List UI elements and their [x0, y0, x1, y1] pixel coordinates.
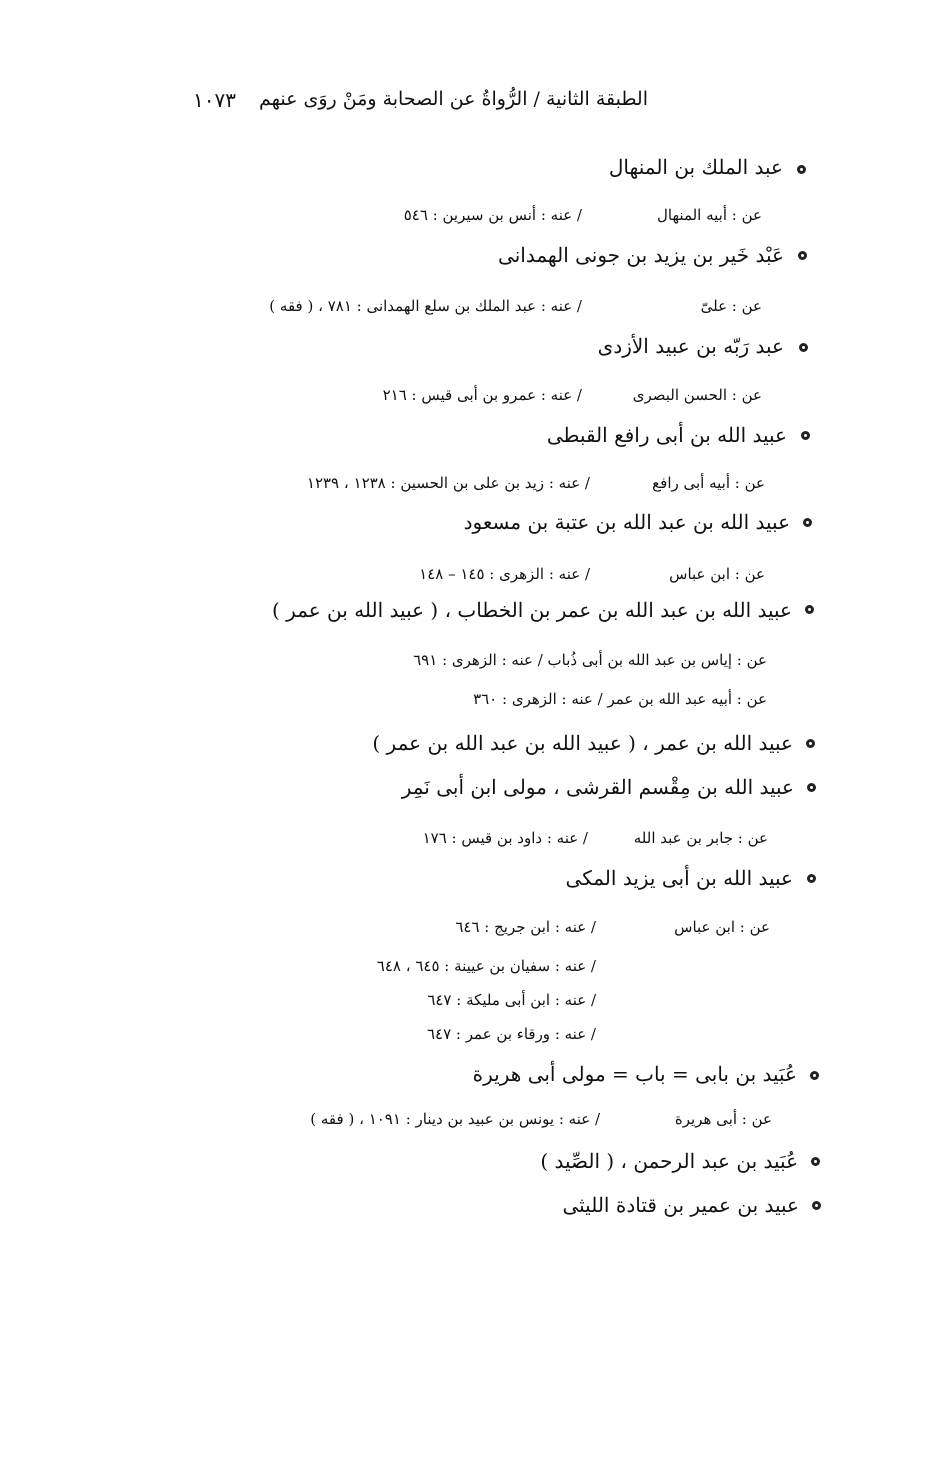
- entry-bullet: [799, 343, 808, 352]
- narrated-by: / عنه : زيد بن على بن الحسين : ١٢٣٨ ، ١٢٣٩: [306, 474, 590, 492]
- narrated-from: عن : الحسن البصرى: [632, 386, 762, 404]
- entry-name: عُبَيد بن بابى = باب = مولى أبى هريرة: [472, 1062, 797, 1086]
- entry-bullet: [807, 874, 816, 883]
- entry-name: عبيد الله بن أبى رافع القبطى: [546, 423, 787, 447]
- narrated-from: عن : أبيه أبى رافع: [652, 474, 765, 492]
- entry-bullet: [807, 783, 816, 792]
- entry-name: عبيد الله بن عمر ، ( عبيد الله بن عبد الله بن عمر ): [372, 731, 793, 755]
- entry-name: عَبْد خَير بن يزيد بن جونى الهمدانى: [498, 243, 784, 267]
- entry-name: عبيد الله بن أبى يزيد المكى: [565, 866, 793, 890]
- narrated-from: عن : ابن عباس: [669, 565, 765, 583]
- narrated-by: / عنه : عمرو بن أبى قيس : ٢١٦: [382, 386, 582, 404]
- entry-name: عبد رَبّه بن عبيد الأزدى: [597, 334, 784, 358]
- narrated-by: / عنه : ورقاء بن عمر : ٦٤٧: [426, 1025, 596, 1043]
- narrated-line: عن : إياس بن عبد الله بن أبى ذُباب / عنه : الزهرى : ٦٩١: [413, 651, 767, 669]
- entry-bullet: [805, 605, 814, 614]
- narrated-from: عن : أبى هريرة: [674, 1110, 772, 1128]
- narrated-line: عن : أبيه عبد الله بن عمر / عنه : الزهرى : ٣٦٠: [473, 690, 767, 708]
- running-header: الطبقة الثانية / الرُّواةُ عن الصحابة ومَنْ روَى عنهم: [258, 88, 648, 110]
- entry-name: عبيد الله بن عبد الله بن عمر بن الخطاب ، ( عبيد الله بن عمر ): [272, 598, 792, 622]
- entry-name: عبيد بن عمير بن قتادة الليثى: [562, 1193, 799, 1217]
- narrated-by: / عنه : عبد الملك بن سلع الهمدانى : ٧٨١ ، ( فقه ): [269, 297, 582, 315]
- page-number: ١٠٧٣: [193, 88, 236, 112]
- narrated-by: / عنه : سفيان بن عيينة : ٦٤٥ ، ٦٤٨: [376, 957, 596, 975]
- narrated-from: عن : جابر بن عبد الله: [633, 829, 768, 847]
- entry-bullet: [801, 431, 810, 440]
- entry-bullet: [798, 251, 807, 260]
- entry-bullet: [810, 1071, 819, 1080]
- narrated-by: / عنه : أنس بن سيرين : ٥٤٦: [403, 206, 582, 224]
- entry-name: عبيد الله بن عبد الله بن عتبة بن مسعود: [463, 510, 790, 534]
- narrated-by: / عنه : ابن أبى مليكة : ٦٤٧: [427, 991, 596, 1009]
- entry-bullet: [812, 1201, 821, 1210]
- entry-bullet: [803, 518, 812, 527]
- narrated-by: / عنه : داود بن قيس : ١٧٦: [422, 829, 588, 847]
- entry-bullet: [797, 165, 806, 174]
- entry-name: عُبَيد بن عبد الرحمن ، ( الصِّيد ): [540, 1149, 798, 1173]
- narrated-from: عن : ابن عباس: [674, 918, 770, 936]
- narrated-from: عن : علىّ: [700, 297, 762, 315]
- narrated-by: / عنه : الزهرى : ١٤٥ – ١٤٨: [419, 565, 590, 583]
- entry-bullet: [811, 1157, 820, 1166]
- entry-name: عبد الملك بن المنهال: [608, 155, 783, 179]
- narrated-by: / عنه : ابن جريج : ٦٤٦: [455, 918, 596, 936]
- narrated-from: عن : أبيه المنهال: [657, 206, 762, 224]
- entry-bullet: [806, 739, 815, 748]
- entry-name: عبيد الله بن مِقْسم القرشى ، مولى ابن أبى نَمِر: [401, 775, 794, 799]
- narrated-by: / عنه : يونس بن عبيد بن دينار : ١٠٩١ ، ( فقه ): [310, 1110, 600, 1128]
